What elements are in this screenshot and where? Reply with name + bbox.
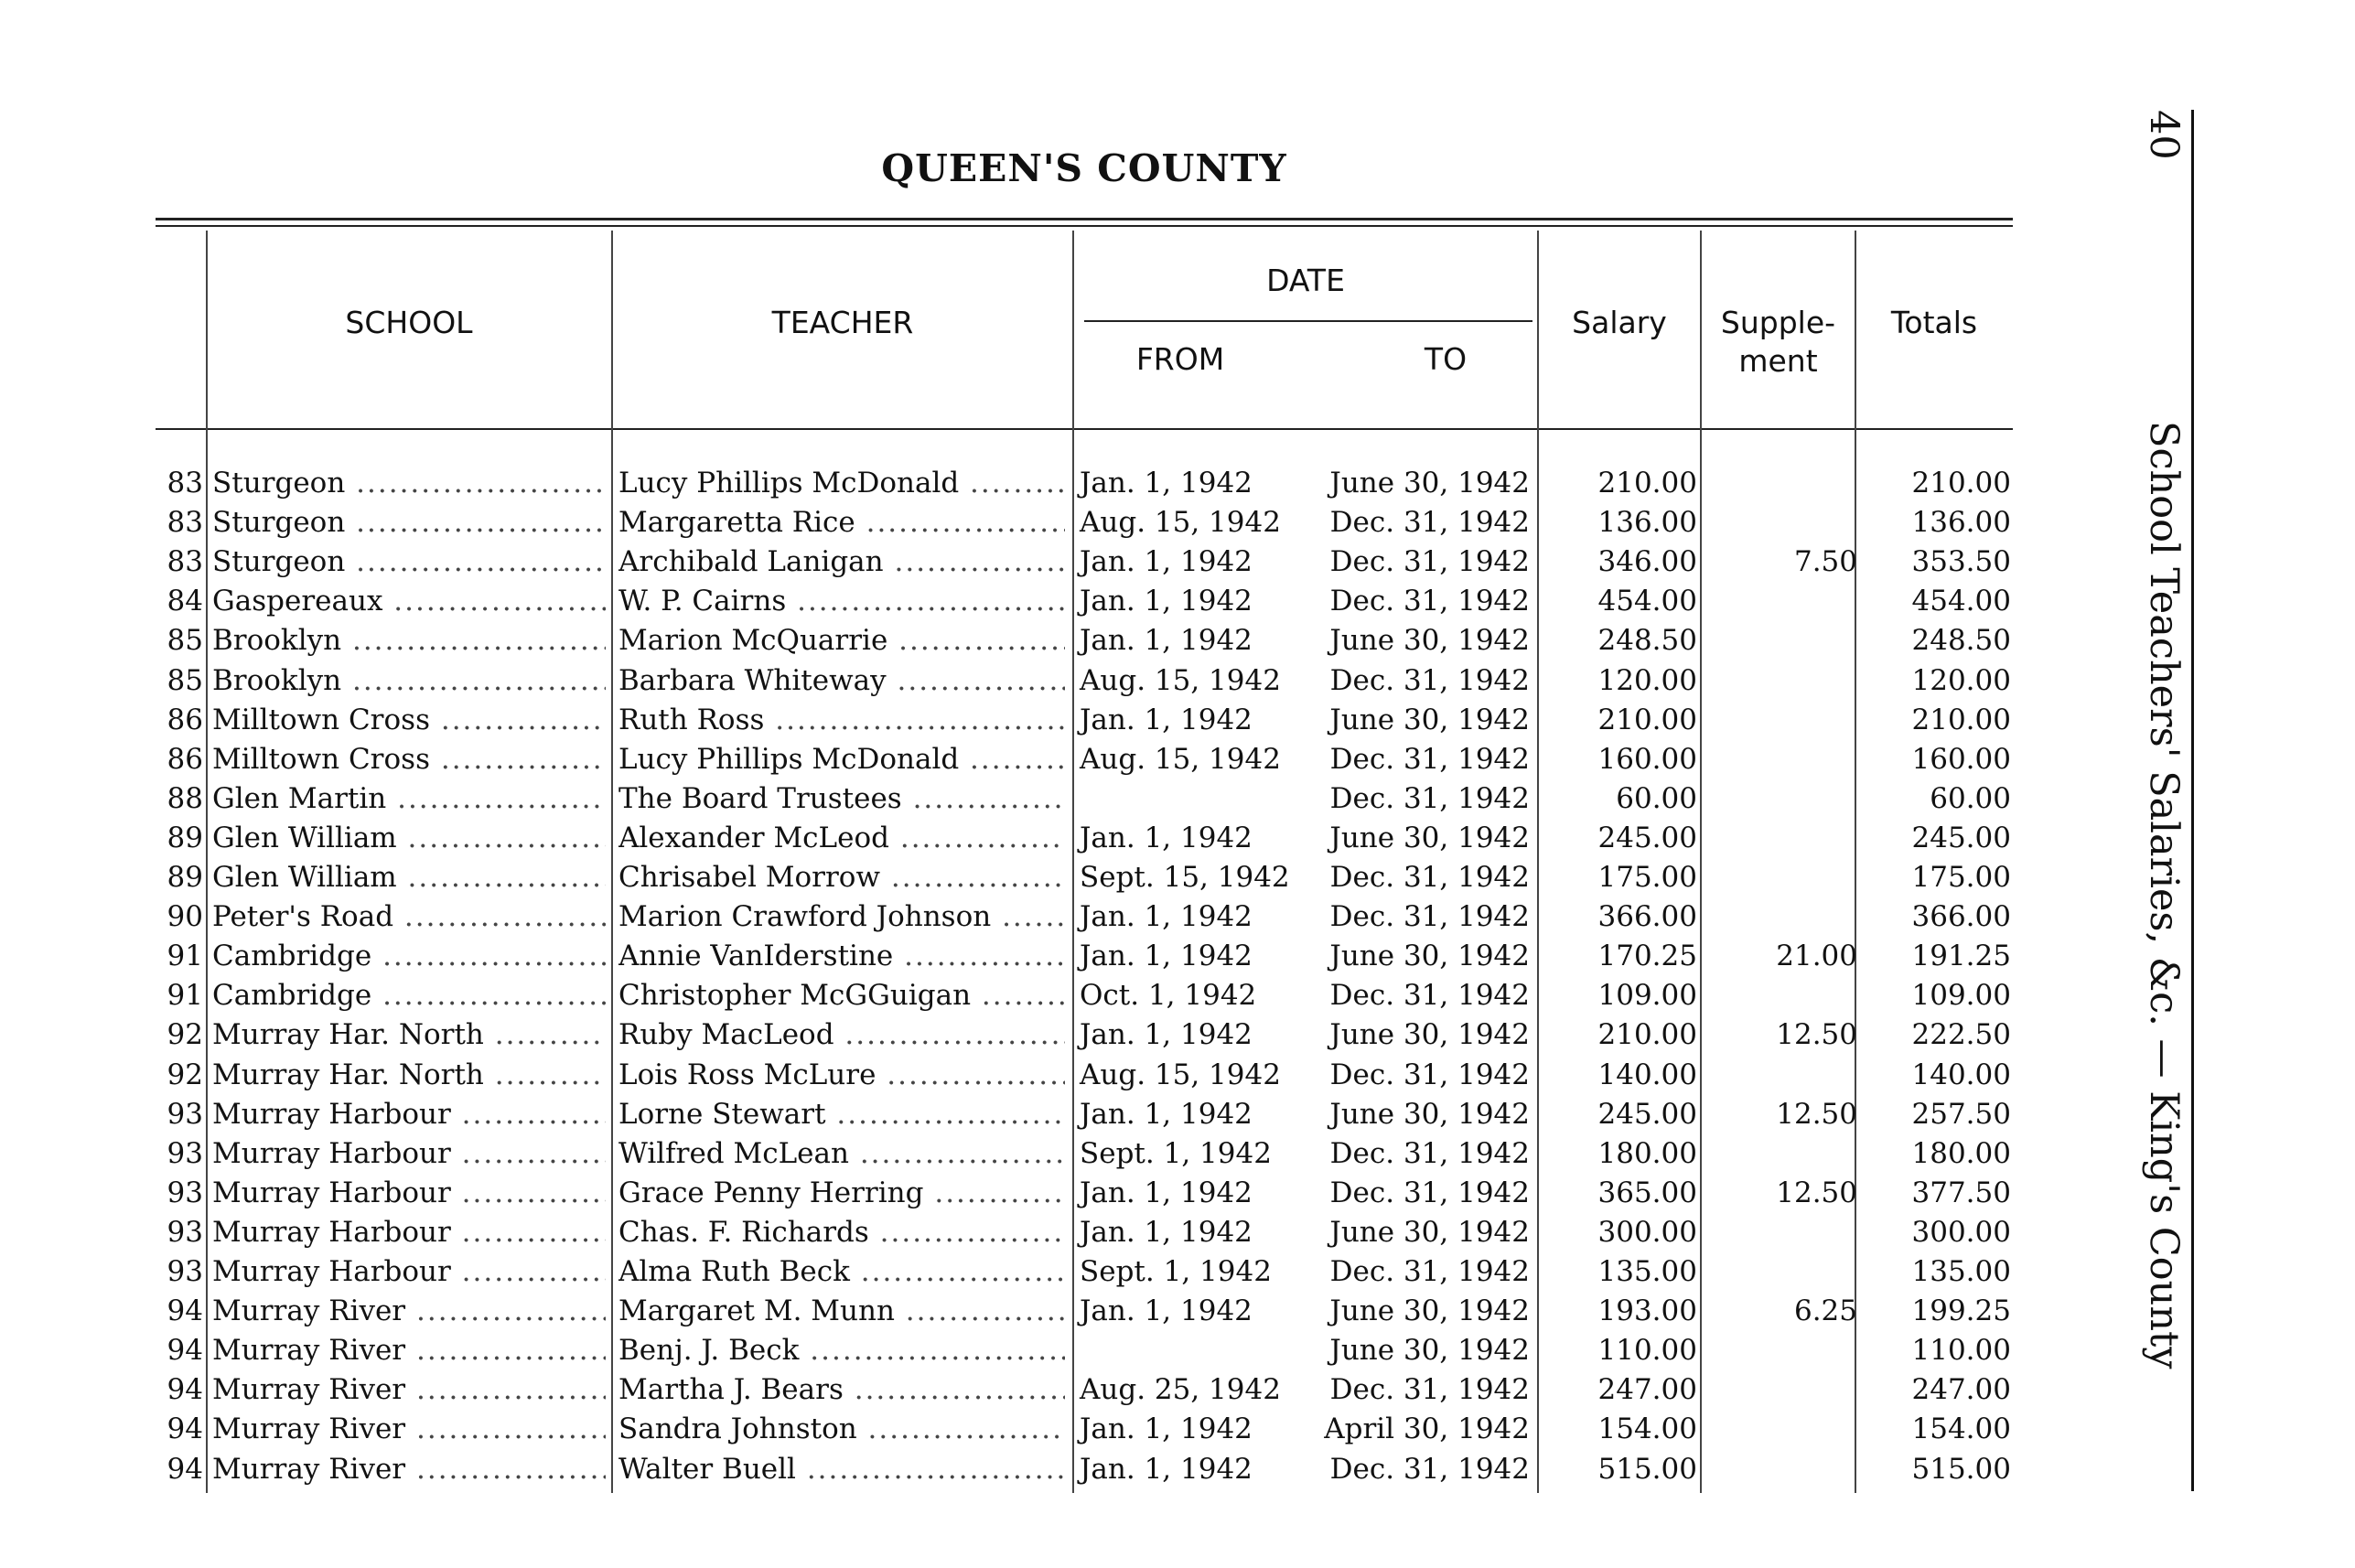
table-row: [0, 743, 2355, 782]
date-to: June 30, 1942: [1329, 940, 1530, 973]
salary-cell: 135.00: [1597, 1255, 1697, 1288]
salary-cell: 515.00: [1597, 1452, 1697, 1486]
school-name: Gaspereaux .....: [212, 585, 606, 618]
total-cell: 366.00: [1911, 900, 2011, 934]
row-number: 92: [167, 1018, 203, 1052]
row-number: 83: [167, 545, 203, 579]
school-name: Sturgeon .....: [212, 545, 606, 578]
salary-cell: 245.00: [1597, 821, 1697, 854]
salary-cell: 109.00: [1597, 979, 1697, 1013]
row-number: 85: [167, 624, 203, 658]
table-row: [0, 1098, 2355, 1137]
table-row: [0, 1373, 2355, 1412]
header-bottom-rule: [156, 428, 2013, 430]
table-row: [0, 1334, 2355, 1373]
date-from: Jan. 1, 1942: [1080, 1412, 1253, 1446]
salary-cell: 300.00: [1597, 1215, 1697, 1249]
salary-cell: 140.00: [1597, 1058, 1697, 1091]
row-number: 89: [167, 861, 203, 894]
school-name: Murray Har. North .....: [212, 1018, 606, 1051]
school-name: Murray Harbour .....: [212, 1176, 606, 1209]
total-cell: 120.00: [1911, 663, 2011, 697]
school-name: Murray River .....: [212, 1334, 606, 1367]
date-to: Dec. 31, 1942: [1329, 1373, 1530, 1407]
table-row: [0, 822, 2355, 861]
row-number: 92: [167, 1058, 203, 1091]
date-from: Sept. 15, 1942: [1080, 861, 1290, 894]
salary-cell: 120.00: [1597, 663, 1697, 697]
salary-cell: 210.00: [1597, 467, 1697, 499]
table-row: [0, 1058, 2355, 1098]
header-supplement: [1702, 304, 1855, 381]
header-from: FROM: [1135, 341, 1225, 377]
teacher-name: Chas. F. Richards .....: [618, 1216, 1065, 1249]
row-number: 89: [167, 821, 203, 854]
header-salary: Salary: [1572, 305, 1667, 340]
date-from: Aug. 25, 1942: [1080, 1373, 1281, 1407]
row-number: 94: [167, 1452, 203, 1486]
school-name: Murray Harbour .....: [212, 1098, 606, 1131]
date-from: Jan. 1, 1942: [1080, 467, 1253, 499]
salary-cell: 248.50: [1597, 624, 1697, 658]
row-number: 94: [167, 1412, 203, 1446]
date-to: Dec. 31, 1942: [1329, 1255, 1530, 1288]
total-cell: 191.25: [1911, 940, 2011, 973]
teacher-name: Wilfred McLean .....: [618, 1137, 1065, 1170]
salary-cell: 454.00: [1597, 585, 1697, 618]
date-from: Jan. 1, 1942: [1080, 1018, 1253, 1052]
row-number: 94: [167, 1294, 203, 1328]
row-number: 90: [167, 900, 203, 934]
table-row: [0, 782, 2355, 822]
table-row: [0, 664, 2355, 703]
date-split-rule: [1084, 320, 1532, 322]
date-from: Sept. 1, 1942: [1080, 1255, 1272, 1288]
salary-cell: 60.00: [1616, 781, 1697, 815]
table-row: [0, 1453, 2355, 1492]
salary-cell: 247.00: [1597, 1373, 1697, 1407]
school-name: Murray River .....: [212, 1294, 606, 1327]
date-from: Jan. 1, 1942: [1080, 624, 1253, 658]
teacher-name: Alma Ruth Beck .....: [618, 1255, 1065, 1288]
teacher-name: W. P. Cairns .....: [618, 585, 1065, 618]
salary-cell: 136.00: [1597, 506, 1697, 540]
salary-cell: 180.00: [1597, 1136, 1697, 1170]
total-cell: 180.00: [1911, 1136, 2011, 1170]
date-from: Aug. 15, 1942: [1080, 506, 1281, 540]
supplement-cell: 6.25: [1793, 1294, 1857, 1328]
row-number: 91: [167, 979, 203, 1013]
date-from: Aug. 15, 1942: [1080, 742, 1281, 776]
date-to: Dec. 31, 1942: [1329, 1176, 1530, 1209]
row-number: 85: [167, 663, 203, 697]
school-name: Glen William .....: [212, 861, 606, 894]
date-from: Jan. 1, 1942: [1080, 900, 1253, 934]
table-row: [0, 1412, 2355, 1452]
table-row: [0, 624, 2355, 663]
total-cell: 222.50: [1911, 1018, 2011, 1052]
teacher-name: Ruby MacLeod .....: [618, 1018, 1065, 1051]
table-row: [0, 900, 2355, 940]
school-name: Milltown Cross .....: [212, 703, 606, 736]
row-number: 93: [167, 1097, 203, 1131]
total-cell: 248.50: [1911, 624, 2011, 658]
date-to: Dec. 31, 1942: [1329, 742, 1530, 776]
school-name: Cambridge .....: [212, 979, 606, 1012]
salary-cell: 110.00: [1597, 1334, 1697, 1368]
school-name: Murray River .....: [212, 1412, 606, 1445]
total-cell: 247.00: [1911, 1373, 2011, 1407]
row-number: 93: [167, 1136, 203, 1170]
teacher-name: Alexander McLeod .....: [618, 822, 1065, 854]
row-number: 93: [167, 1255, 203, 1288]
teacher-name: Sandra Johnston .....: [618, 1412, 1065, 1445]
row-number: 88: [167, 781, 203, 815]
date-to: Dec. 31, 1942: [1329, 900, 1530, 934]
date-from: Jan. 1, 1942: [1080, 1215, 1253, 1249]
table-row: [0, 1018, 2355, 1058]
date-to: Dec. 31, 1942: [1329, 1136, 1530, 1170]
teacher-name: Archibald Lanigan .....: [618, 545, 1065, 578]
date-to: April 30, 1942: [1324, 1412, 1530, 1446]
salary-cell: 210.00: [1597, 703, 1697, 736]
total-cell: 110.00: [1911, 1334, 2011, 1368]
total-cell: 515.00: [1911, 1452, 2011, 1486]
header-supplement-line1: Supple-: [1720, 305, 1836, 340]
teacher-name: Christopher McGGuigan .....: [618, 979, 1065, 1012]
salary-cell: 210.00: [1597, 1018, 1697, 1052]
teacher-name: Chrisabel Morrow .....: [618, 861, 1065, 894]
date-from: Jan. 1, 1942: [1080, 585, 1253, 618]
school-name: Murray Har. North .....: [212, 1058, 606, 1091]
row-number: 94: [167, 1373, 203, 1407]
top-rule-thin: [156, 225, 2013, 227]
date-from: Sept. 1, 1942: [1080, 1136, 1272, 1170]
teacher-name: Lucy Phillips McDonald .....: [618, 743, 1065, 776]
table-row: [0, 545, 2355, 585]
school-name: Murray River .....: [212, 1373, 606, 1406]
header-school: SCHOOL: [345, 305, 473, 340]
supplement-cell: 7.50: [1793, 545, 1857, 579]
teacher-name: Lois Ross McLure .....: [618, 1058, 1065, 1091]
date-to: June 30, 1942: [1329, 1097, 1530, 1131]
salary-cell: 154.00: [1597, 1412, 1697, 1446]
date-from: Oct. 1, 1942: [1080, 979, 1257, 1013]
row-number: 86: [167, 742, 203, 776]
date-to: Dec. 31, 1942: [1329, 1452, 1530, 1486]
date-to: June 30, 1942: [1329, 1334, 1530, 1368]
date-to: June 30, 1942: [1329, 1215, 1530, 1249]
school-name: Milltown Cross .....: [212, 743, 606, 776]
row-number: 86: [167, 703, 203, 736]
teacher-name: Ruth Ross .....: [618, 703, 1065, 736]
top-rule: [156, 218, 2013, 220]
row-number: 94: [167, 1334, 203, 1368]
date-to: June 30, 1942: [1329, 467, 1530, 499]
teacher-name: Barbara Whiteway .....: [618, 664, 1065, 697]
table-row: [0, 940, 2355, 979]
salary-cell: 366.00: [1597, 900, 1697, 934]
total-cell: 140.00: [1911, 1058, 2011, 1091]
date-to: Dec. 31, 1942: [1329, 1058, 1530, 1091]
teacher-name: Grace Penny Herring .....: [618, 1176, 1065, 1209]
salary-cell: 245.00: [1597, 1097, 1697, 1131]
total-cell: 60.00: [1930, 781, 2011, 815]
total-cell: 160.00: [1911, 742, 2011, 776]
table-row: [0, 861, 2355, 900]
salary-cell: 193.00: [1597, 1294, 1697, 1328]
school-name: Murray River .....: [212, 1453, 606, 1486]
date-to: Dec. 31, 1942: [1329, 979, 1530, 1013]
school-name: Glen Martin .....: [212, 782, 606, 815]
total-cell: 135.00: [1911, 1255, 2011, 1288]
date-from: Jan. 1, 1942: [1080, 1294, 1253, 1328]
total-cell: 257.50: [1911, 1097, 2011, 1131]
total-cell: 210.00: [1911, 467, 2011, 499]
row-number: 93: [167, 1176, 203, 1209]
salary-cell: 160.00: [1597, 742, 1697, 776]
school-name: Murray Harbour .....: [212, 1137, 606, 1170]
table-row: [0, 585, 2355, 624]
date-to: June 30, 1942: [1329, 703, 1530, 736]
supplement-cell: 12.50: [1776, 1018, 1857, 1052]
salary-cell: 365.00: [1597, 1176, 1697, 1209]
school-name: Brooklyn .....: [212, 664, 606, 697]
teacher-name: Marion Crawford Johnson .....: [618, 900, 1065, 933]
date-to: Dec. 31, 1942: [1329, 663, 1530, 697]
teacher-name: Marion McQuarrie .....: [618, 624, 1065, 657]
date-to: June 30, 1942: [1329, 821, 1530, 854]
date-from: Jan. 1, 1942: [1080, 703, 1253, 736]
table-row: [0, 703, 2355, 743]
school-name: Peter's Road .....: [212, 900, 606, 933]
table-row: [0, 1137, 2355, 1176]
school-name: Murray Harbour .....: [212, 1216, 606, 1249]
date-to: Dec. 31, 1942: [1329, 861, 1530, 894]
date-from: Aug. 15, 1942: [1080, 1058, 1281, 1091]
table-row: [0, 467, 2355, 506]
total-cell: 175.00: [1911, 861, 2011, 894]
salary-cell: 175.00: [1597, 861, 1697, 894]
salary-cell: 346.00: [1597, 545, 1697, 579]
header-to: TO: [1424, 341, 1468, 377]
school-name: Sturgeon .....: [212, 467, 606, 499]
school-name: Cambridge .....: [212, 940, 606, 972]
table-row: [0, 1294, 2355, 1334]
header-totals: Totals: [1890, 305, 1978, 340]
date-to: Dec. 31, 1942: [1329, 545, 1530, 579]
date-to: June 30, 1942: [1329, 1294, 1530, 1328]
table-row: [0, 1255, 2355, 1294]
header-supplement-line2: ment: [1738, 343, 1818, 379]
total-cell: 245.00: [1911, 821, 2011, 854]
teacher-name: Lorne Stewart .....: [618, 1098, 1065, 1131]
row-number: 91: [167, 940, 203, 973]
table-row: [0, 1216, 2355, 1255]
teacher-name: Annie VanIderstine .....: [618, 940, 1065, 972]
total-cell: 199.25: [1911, 1294, 2011, 1328]
row-number: 93: [167, 1215, 203, 1249]
supplement-cell: 12.50: [1776, 1176, 1857, 1209]
teacher-name: Lucy Phillips McDonald .....: [618, 467, 1065, 499]
total-cell: 109.00: [1911, 979, 2011, 1013]
date-from: Jan. 1, 1942: [1080, 1452, 1253, 1486]
header-date: DATE: [1266, 263, 1345, 298]
table-row: [0, 1176, 2355, 1216]
total-cell: 136.00: [1911, 506, 2011, 540]
teacher-name: Margaretta Rice .....: [618, 506, 1065, 539]
running-title: School Teachers' Salaries, &c. — King's County: [2141, 421, 2187, 1369]
row-number: 84: [167, 585, 203, 618]
table-row: [0, 506, 2355, 545]
table-row: [0, 979, 2355, 1018]
school-name: Murray Harbour .....: [212, 1255, 606, 1288]
date-from: Jan. 1, 1942: [1080, 545, 1253, 579]
total-cell: 300.00: [1911, 1215, 2011, 1249]
total-cell: 454.00: [1911, 585, 2011, 618]
date-to: June 30, 1942: [1329, 624, 1530, 658]
teacher-name: Margaret M. Munn .....: [618, 1294, 1065, 1327]
school-name: Glen William .....: [212, 822, 606, 854]
date-from: Jan. 1, 1942: [1080, 821, 1253, 854]
teacher-name: Walter Buell .....: [618, 1453, 1065, 1486]
total-cell: 353.50: [1911, 545, 2011, 579]
page-title: QUEEN'S COUNTY: [881, 146, 1287, 190]
school-name: Brooklyn .....: [212, 624, 606, 657]
page-number: 40: [2141, 110, 2187, 160]
date-to: June 30, 1942: [1329, 1018, 1530, 1052]
date-from: Jan. 1, 1942: [1080, 1097, 1253, 1131]
school-name: Sturgeon .....: [212, 506, 606, 539]
date-to: Dec. 31, 1942: [1329, 585, 1530, 618]
supplement-cell: 21.00: [1776, 940, 1857, 973]
salary-cell: 170.25: [1597, 940, 1697, 973]
teacher-name: The Board Trustees .....: [618, 782, 1065, 815]
date-to: Dec. 31, 1942: [1329, 781, 1530, 815]
date-from: Jan. 1, 1942: [1080, 1176, 1253, 1209]
header-teacher: TEACHER: [771, 305, 914, 340]
teacher-name: Martha J. Bears .....: [618, 1373, 1065, 1406]
total-cell: 154.00: [1911, 1412, 2011, 1446]
row-number: 83: [167, 467, 203, 499]
total-cell: 210.00: [1911, 703, 2011, 736]
date-from: Jan. 1, 1942: [1080, 940, 1253, 973]
supplement-cell: 12.50: [1776, 1097, 1857, 1131]
date-to: Dec. 31, 1942: [1329, 506, 1530, 540]
total-cell: 377.50: [1911, 1176, 2011, 1209]
date-from: Aug. 15, 1942: [1080, 663, 1281, 697]
row-number: 83: [167, 506, 203, 540]
teacher-name: Benj. J. Beck .....: [618, 1334, 1065, 1367]
